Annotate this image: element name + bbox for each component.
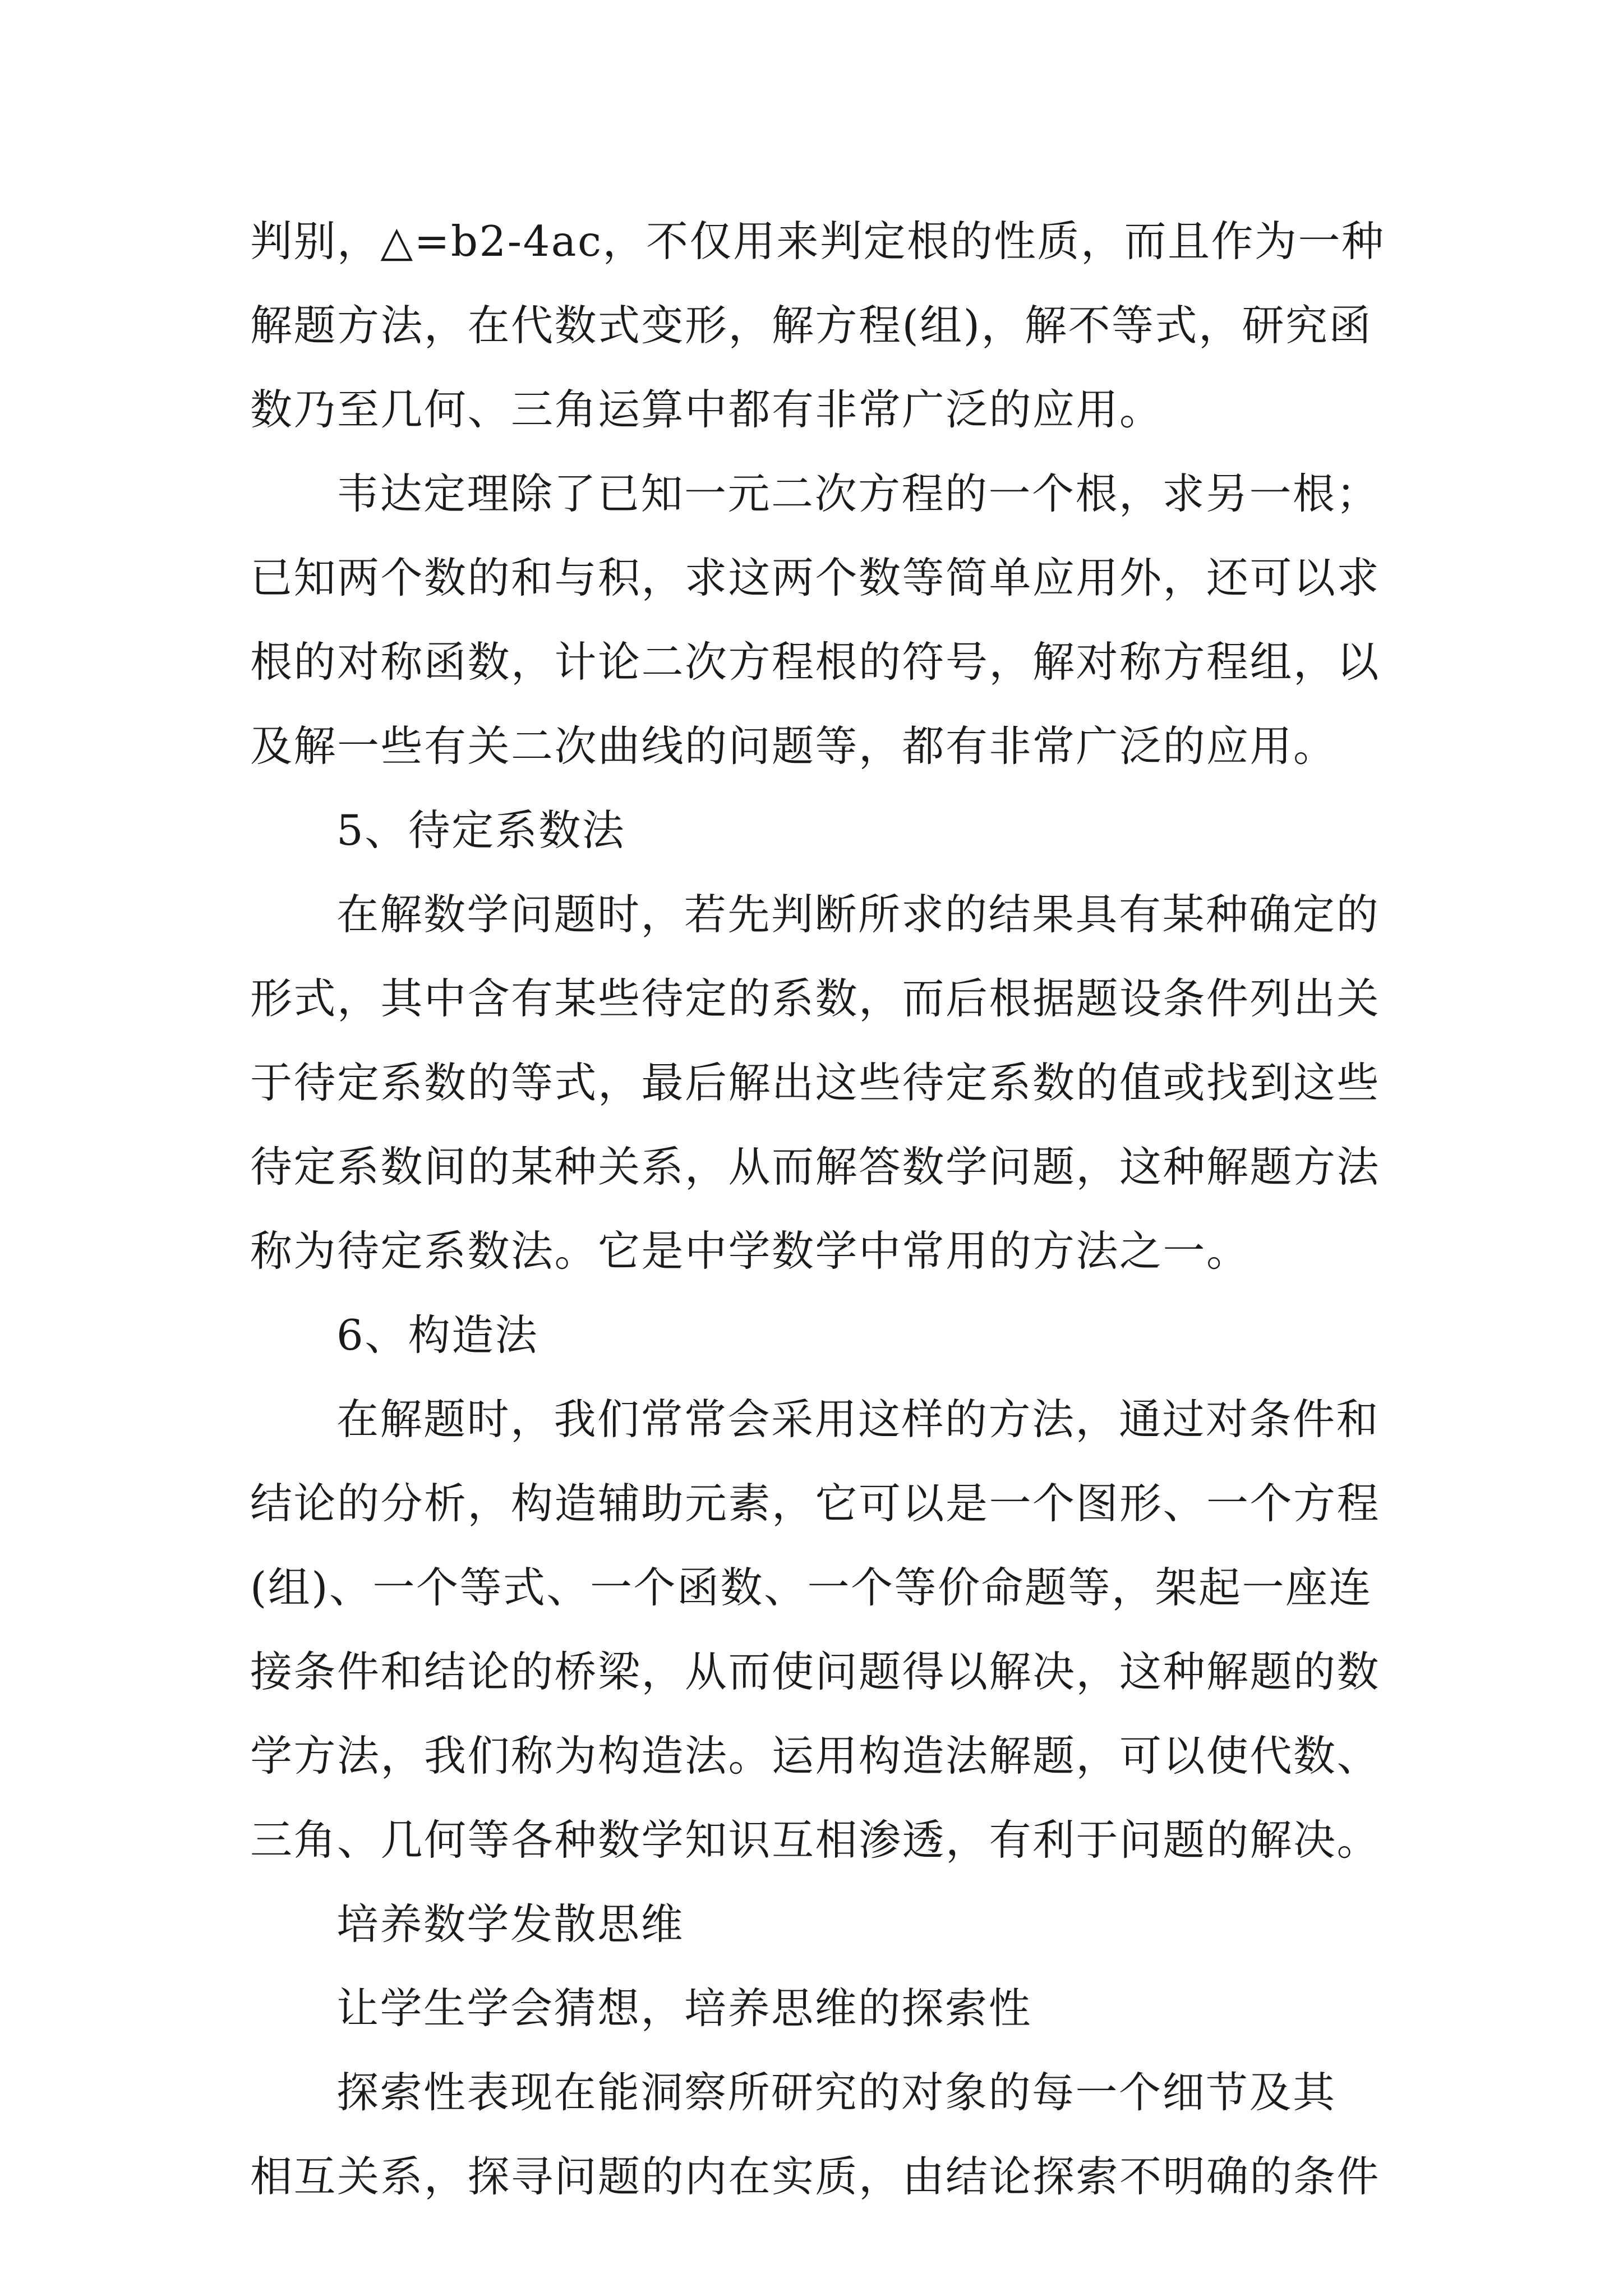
paragraph-first-line: 探索性表现在能洞察所研究的对象的每一个细节及其	[336, 2068, 1336, 2117]
paragraph-first-line: 在解题时，我们常常会采用这样的方法，通过对条件和	[336, 1395, 1380, 1444]
text-line: 形式，其中含有某些待定的系数，而后根据题设条件列出关	[250, 974, 1381, 1023]
text-line: 结论的分析，构造辅助元素，它可以是一个图形、一个方程	[250, 1479, 1381, 1528]
text-line: 接条件和结论的桥梁，从而使问题得以解决，这种解题的数	[250, 1647, 1381, 1696]
text-line: 于待定系数的等式，最后解出这些待定系数的值或找到这些	[250, 1058, 1381, 1107]
text-line: (组)、一个等式、一个函数、一个等价命题等，架起一座连	[250, 1563, 1373, 1612]
paragraph-first-line: 在解数学问题时，若先判断所求的结果具有某种确定的	[336, 890, 1380, 939]
text-line: 称为待定系数法。它是中学数学中常用的方法之一。	[250, 1226, 1250, 1276]
text-line: 三角、几何等各种数学知识互相渗透，有利于问题的解决。	[250, 1815, 1381, 1865]
text-line: 数乃至几何、三角运算中都有非常广泛的应用。	[250, 385, 1163, 434]
text-line: 根的对称函数，计论二次方程根的符号，解对称方程组，以	[250, 637, 1381, 687]
text-line: 解题方法，在代数式变形，解方程(组)，解不等式，研究函	[250, 301, 1373, 350]
subsection-heading: 让学生学会猜想，培养思维的探索性	[336, 1984, 1032, 2033]
section-heading: 培养数学发散思维	[336, 1899, 685, 1949]
text-line: 待定系数间的某种关系，从而解答数学问题，这种解题方法	[250, 1142, 1381, 1191]
text-line: 及解一些有关二次曲线的问题等，都有非常广泛的应用。	[250, 721, 1337, 771]
text-line: 判别，△=b2-4ac，不仅用来判定根的性质，而且作为一种	[250, 217, 1385, 266]
section-heading: 5、待定系数法	[336, 806, 626, 855]
paragraph-first-line: 韦达定理除了已知一元二次方程的一个根，求另一根；	[336, 469, 1380, 518]
text-line: 学方法，我们称为构造法。运用构造法解题，可以使代数、	[250, 1731, 1381, 1780]
section-heading: 6、构造法	[336, 1310, 539, 1360]
text-line: 已知两个数的和与积，求这两个数等简单应用外，还可以求	[250, 553, 1381, 602]
text-line: 相互关系，探寻问题的内在实质，由结论探索不明确的条件	[250, 2152, 1381, 2201]
